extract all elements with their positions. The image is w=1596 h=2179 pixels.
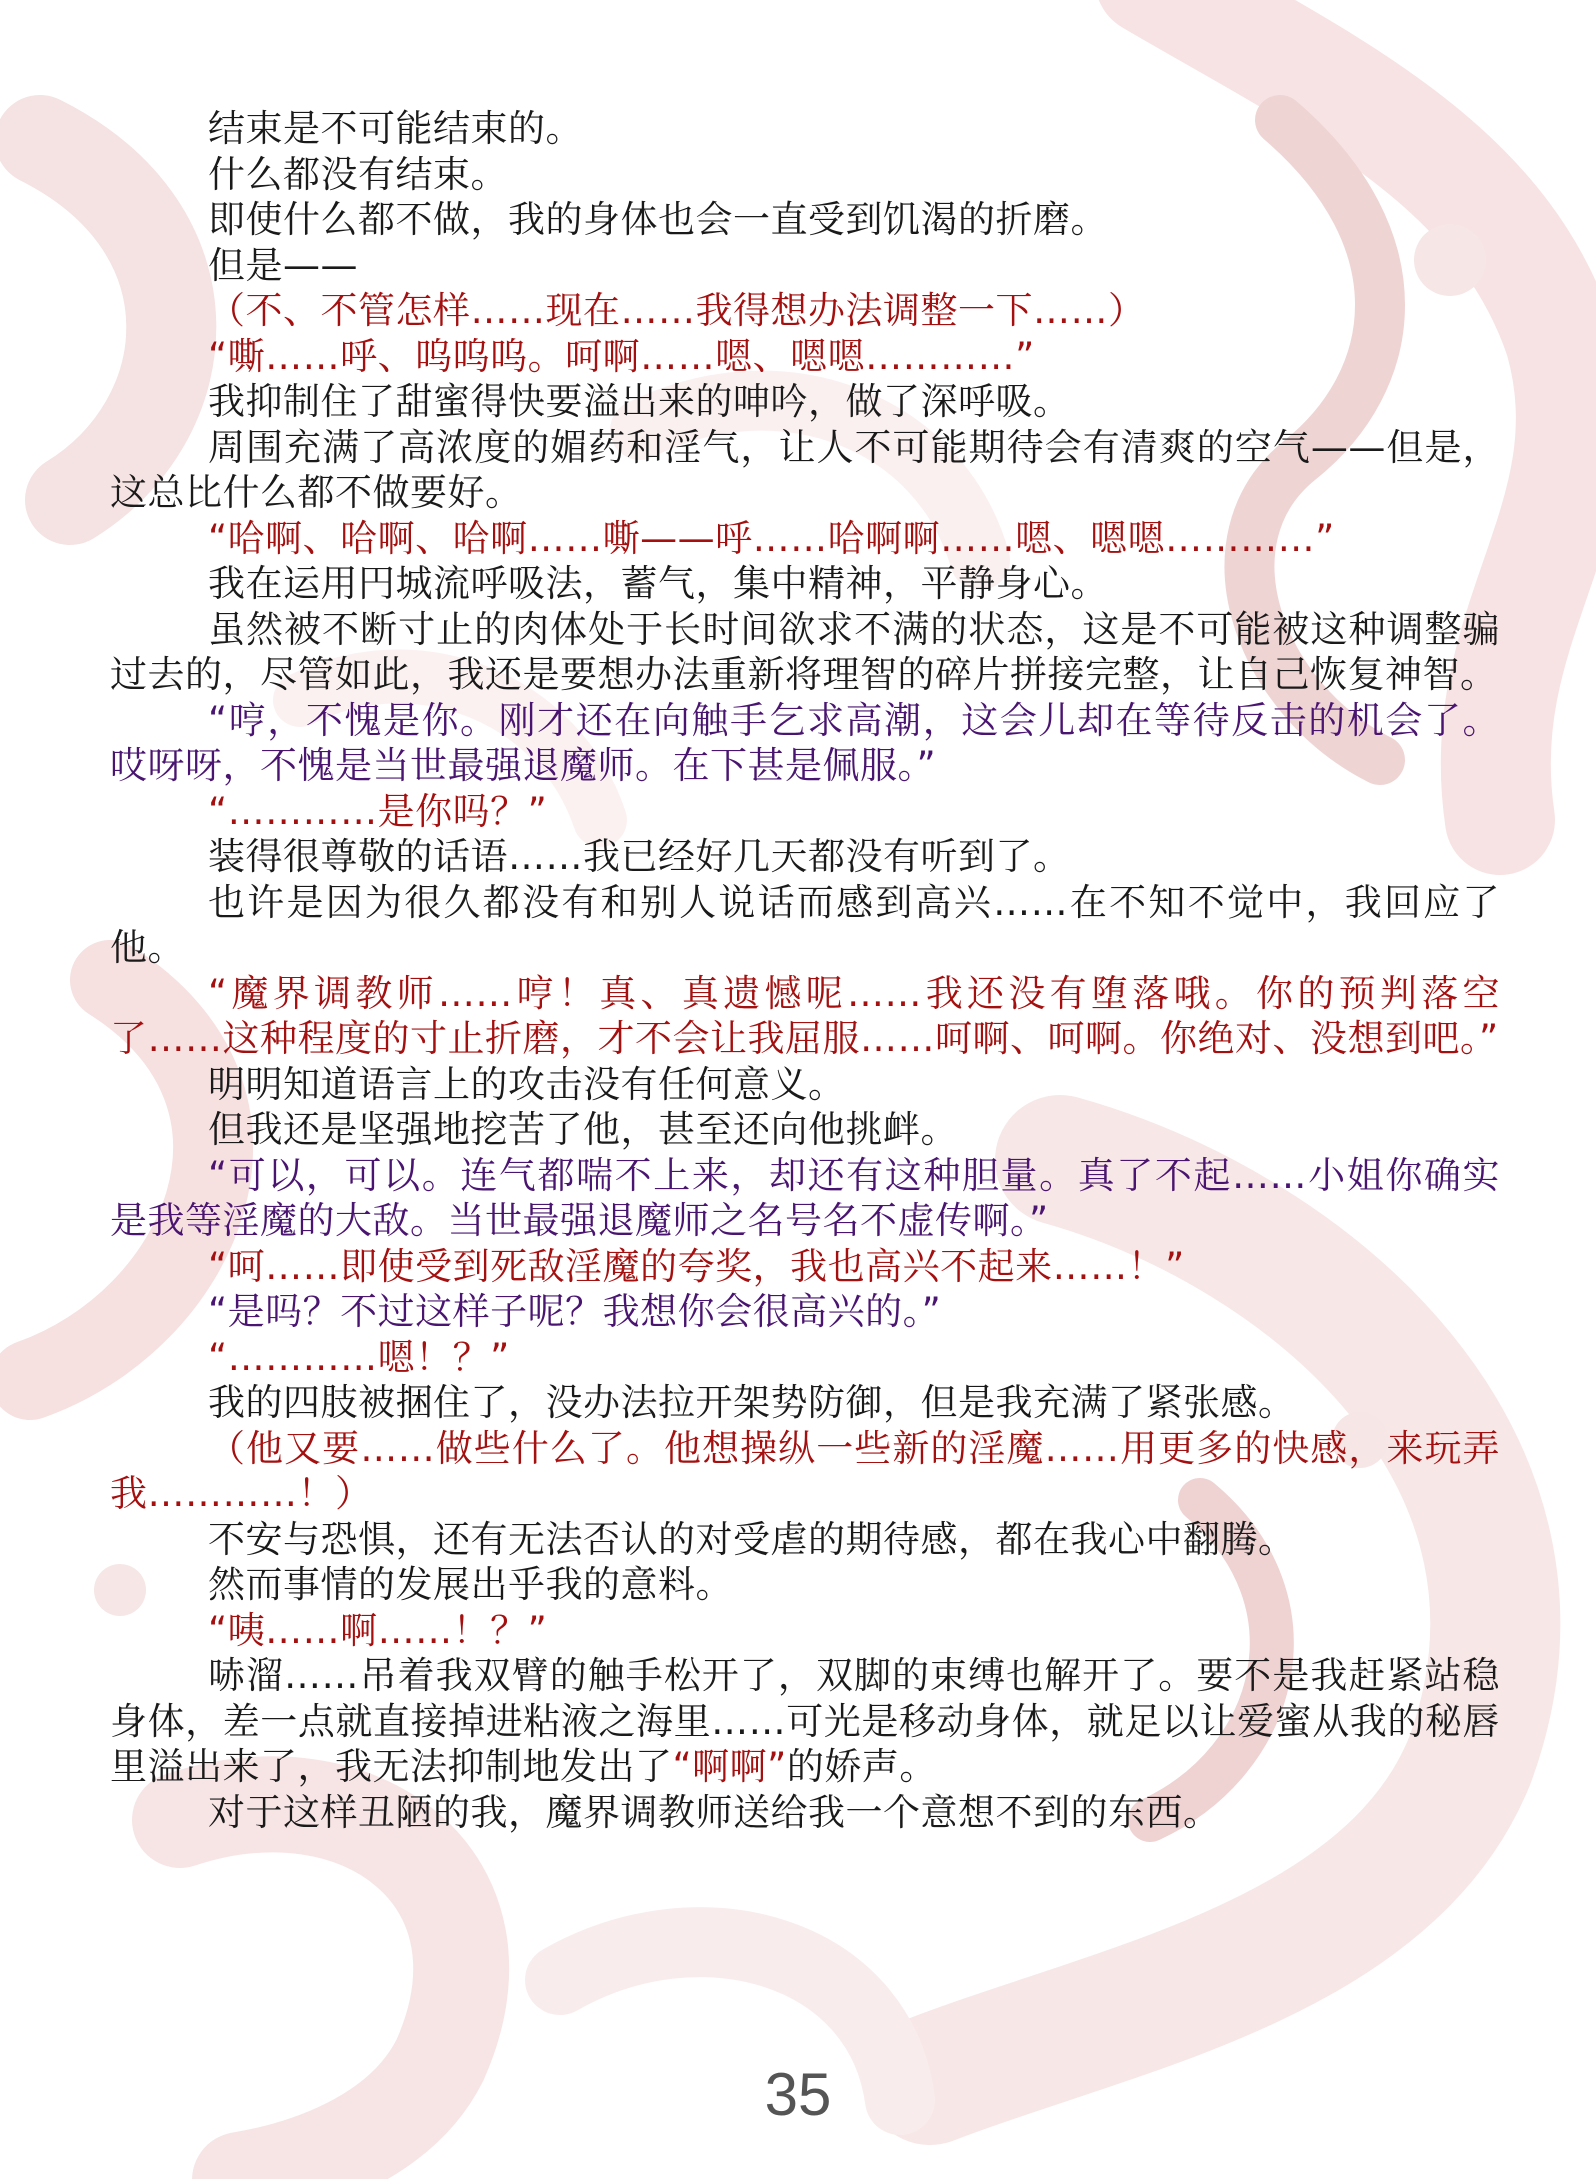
paragraph: 但是——	[208, 243, 358, 287]
paragraph-text: 哧溜……吊着我双臂的触手松开了，双脚的束缚也解开了。要不是我赶紧站稳身体，差一点就直接掉进粘液之海里……可光是移动身体，就足以让爱蜜从我的秘唇里溢出来了，我无法抑制地发出了	[110, 1654, 1500, 1788]
paragraph: 不安与恐惧，还有无法否认的对受虐的期待感，都在我心中翻腾。	[208, 1517, 1296, 1561]
heroine-dialogue: “…………嗯！？”	[208, 1335, 510, 1379]
body-text	[110, 106, 1500, 1835]
villain-dialogue: “是吗？不过这样子呢？我想你会很高兴的。”	[208, 1290, 942, 1333]
paragraph: 周围充满了高浓度的媚药和淫气，让人不可能期待会有清爽的空气——但是，这总比什么都不做要好。	[110, 425, 1500, 514]
thought-line: （不、不管怎样……现在……我得想办法调整一下……）	[208, 289, 1146, 332]
paragraph: 虽然被不断寸止的肉体处于长时间欲求不满的状态，这是不可能被这种调整骗过去的，尽管如此，我还是要想办法重新将理智的碎片拼接完整，让自己恢复神智。	[110, 607, 1500, 696]
heroine-dialogue: “哈啊、哈啊、哈啊……嘶——呼……哈啊啊……嗯、嗯嗯…………”	[208, 516, 1335, 560]
paragraph: 明明知道语言上的攻击没有任何意义。	[208, 1062, 846, 1106]
page-number: 35	[764, 2061, 832, 2128]
paragraph: 我的四肢被捆住了，没办法拉开架势防御，但是我充满了紧张感。	[208, 1381, 1296, 1424]
paragraph-tail: 的娇声。	[786, 1745, 937, 1788]
paragraph: 对于这样丑陋的我，魔界调教师送给我一个意想不到的东西。	[208, 1790, 1221, 1834]
paragraph: 但我还是坚强地挖苦了他，甚至还向他挑衅。	[208, 1108, 958, 1151]
paragraph: 即使什么都不做，我的身体也会一直受到饥渴的折磨。	[208, 198, 1108, 241]
villain-dialogue: “哼，不愧是你。刚才还在向触手乞求高潮，这会儿却在等待反击的机会了。哎呀呀，不愧是当世最强退魔师。在下甚是佩服。”	[110, 698, 1500, 787]
paragraph: 装得很尊敬的话语……我已经好几天都没有听到了。	[208, 835, 1071, 878]
thought-line: （他又要……做些什么了。他想操纵一些新的淫魔……用更多的快感，来玩弄我…………！）	[110, 1426, 1500, 1515]
villain-dialogue: “可以，可以。连气都喘不上来，却还有这种胆量。真了不起……小姐你确实是我等淫魔的大敌。当世最强退魔师之名号名不虚传啊。”	[110, 1153, 1500, 1242]
heroine-dialogue: “…………是你吗？”	[208, 789, 548, 833]
paragraph: 我抑制住了甜蜜得快要溢出来的呻吟，做了深呼吸。	[208, 380, 1071, 423]
paragraph: 然而事情的发展出乎我的意料。	[208, 1563, 733, 1606]
paragraph: 什么都没有结束。	[208, 152, 508, 196]
heroine-dialogue: “呵……即使受到死敌淫魔的夸奖，我也高兴不起来……！”	[208, 1244, 1185, 1288]
heroine-dialogue: “咦……啊……！？”	[208, 1608, 548, 1652]
paragraph	[110, 1653, 1500, 1790]
heroine-dialogue: “嘶……呼、呜呜呜。呵啊……嗯、嗯嗯…………”	[208, 334, 1035, 378]
heroine-dialogue: “魔界调教师……哼！真、真遗憾呢……我还没有堕落哦。你的预判落空了……这种程度的寸止折磨，才不会让我屈服……呵啊、呵啊。你绝对、没想到吧。”	[110, 971, 1500, 1060]
inline-highlight: “啊啊”	[672, 1745, 787, 1788]
paragraph: 结束是不可能结束的。	[208, 107, 583, 150]
paragraph: 也许是因为很久都没有和别人说话而感到高兴……在不知不觉中，我回应了他。	[110, 880, 1500, 969]
paragraph: 我在运用円城流呼吸法，蓄气，集中精神，平静身心。	[208, 562, 1108, 605]
